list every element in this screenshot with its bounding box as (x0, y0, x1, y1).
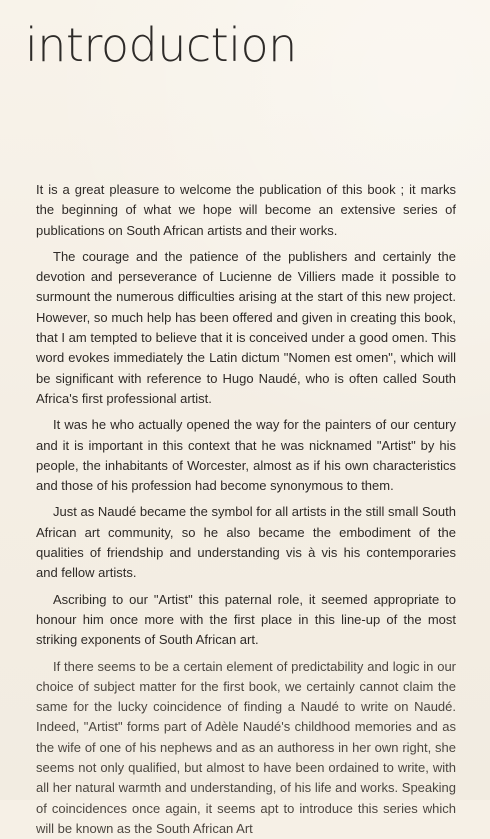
introduction-text (36, 180, 456, 839)
paragraph-4: Just as Naudé became the symbol for all artists in the still small South African art community, so he also became the embodiment of the qualities of friendship and understanding vis à vis his contemporaries and fellow artists. (36, 504, 456, 581)
paragraph-5: Ascribing to our "Artist" this paternal role, it seemed appropriate to honour him once more with the first place in this line-up of the most striking exponents of South African art. (36, 591, 456, 648)
paragraph-1: It is a great pleasure to welcome the publication of this book ; it marks the beginning of what we hope will become an extensive series of publications on South African artists and their works. (36, 182, 456, 238)
page-heading: introduction (25, 18, 297, 72)
paragraph-2: The courage and the patience of the publishers and certainly the devotion and perseverance of Lucienne de Villiers made it possible to surmount the numerous difficulties arising at the start of this new project. However, so much help has been offered and given in creating this book, that I am tempted to believe that it is conceived under a good omen. This word evokes immediately the Latin dictum "Nomen est omen", which will be significant with reference to Hugo Naudé, who is often called South Africa's first professional artist. (36, 248, 456, 406)
paragraph-3: It was he who actually opened the way for the painters of our century and it is important in this context that he was nicknamed "Artist" by his people, the inhabitants of Worcester, almost as if his own characteristics and those of his profession had become synonymous to them. (36, 417, 456, 494)
paragraph-6: If there seems to be a certain element of predictability and logic in our choice of subject matter for the first book, we certainly cannot claim the same for the lucky coincidence of finding a Naudé to write on Naudé. Indeed, "Artist" forms part of Adèle Naudé's childhood memories and as the wife of one of his nephews and as an authoress in her own right, she seems not only qualified, but almost to have been ordained to write, with all her natural warmth and understanding, of his life and works. Speaking of coincidences once again, it seems apt to introduce this series which will be known as the South African Art (36, 658, 456, 836)
